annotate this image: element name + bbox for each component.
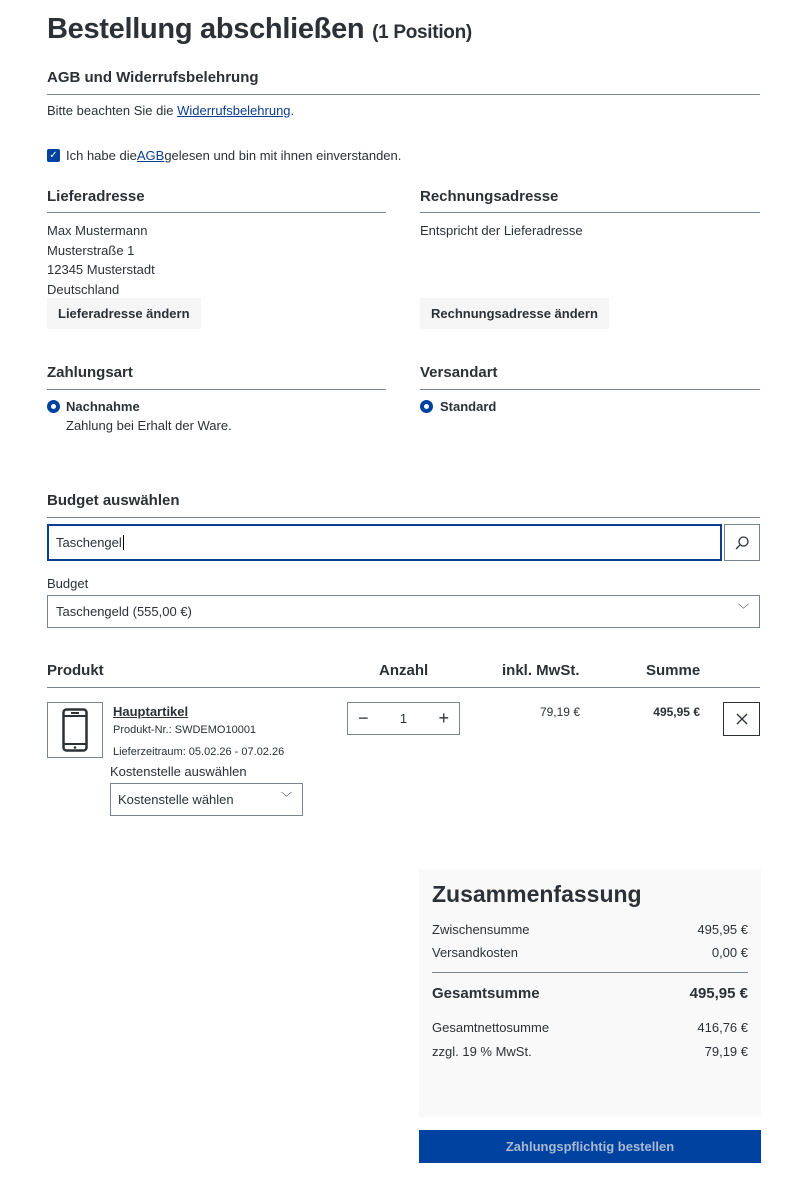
address-line: Max Mustermann bbox=[47, 223, 148, 238]
divider bbox=[47, 687, 760, 688]
product-image[interactable] bbox=[47, 702, 103, 758]
place-order-button[interactable]: Zahlungspflichtig bestellen bbox=[419, 1130, 761, 1163]
agb-link[interactable]: AGB bbox=[136, 148, 165, 163]
shipping-radio[interactable] bbox=[420, 400, 433, 413]
position-count: (1 Position) bbox=[372, 22, 472, 43]
shipping-method-heading: Versandart bbox=[420, 364, 498, 381]
search-icon bbox=[734, 535, 750, 551]
search-button[interactable] bbox=[724, 524, 760, 561]
shipping-option[interactable]: Standard bbox=[440, 399, 497, 414]
divider bbox=[47, 517, 760, 518]
withdrawal-notice: Bitte beachten Sie die Widerrufsbelehrung. bbox=[47, 103, 295, 118]
item-tax: 79,19 € bbox=[539, 705, 580, 719]
summary-total: Gesamtsumme 495,95 € bbox=[432, 985, 748, 1002]
budget-label: Budget bbox=[47, 576, 89, 591]
payment-description: Zahlung bei Erhalt der Ware. bbox=[66, 418, 232, 433]
budget-heading: Budget auswählen bbox=[47, 492, 180, 509]
minus-icon[interactable]: − bbox=[358, 708, 369, 728]
agb-heading: AGB und Widerrufsbelehrung bbox=[47, 69, 259, 86]
cost-center-select[interactable]: Kostenstelle wählen ﹀ bbox=[110, 783, 303, 816]
cost-center-label: Kostenstelle auswählen bbox=[110, 764, 247, 779]
summary-row: Versandkosten 0,00 € bbox=[432, 945, 748, 960]
summary-row: Zwischensumme 495,95 € bbox=[432, 922, 748, 937]
change-shipping-address-button[interactable]: Lieferadresse ändern bbox=[47, 298, 201, 329]
divider bbox=[47, 94, 760, 95]
billing-address-heading: Rechnungsadresse bbox=[420, 188, 559, 205]
summary-vat: zzgl. 19 % MwSt. 79,19 € bbox=[432, 1044, 748, 1059]
divider bbox=[47, 389, 386, 390]
divider bbox=[420, 389, 760, 390]
col-quantity: Anzahl bbox=[379, 662, 429, 679]
product-name-link[interactable]: Hauptartikel bbox=[113, 704, 189, 719]
smartphone-icon bbox=[62, 708, 88, 752]
col-product: Produkt bbox=[47, 662, 104, 679]
payment-heading: Zahlungsart bbox=[47, 364, 133, 381]
address-line: Musterstraße 1 bbox=[47, 242, 135, 258]
divider bbox=[432, 972, 748, 973]
remove-item-button[interactable] bbox=[723, 702, 760, 736]
chevron-down-icon: ﹀ bbox=[281, 792, 292, 804]
divider bbox=[47, 212, 386, 213]
address-line: Deutschland bbox=[47, 281, 120, 297]
quantity-value[interactable]: 1 bbox=[399, 711, 408, 726]
summary-net: Gesamtnettosumme 416,76 € bbox=[432, 1020, 748, 1035]
agb-checkbox-row: ✓ Ich habe die AGB gelesen und bin mit ihnen einverstanden. bbox=[47, 146, 401, 166]
product-number: Produkt-Nr.: SWDEMO10001 bbox=[113, 724, 257, 736]
withdrawal-link[interactable]: Widerrufsbelehrung bbox=[177, 103, 291, 118]
billing-address: Entspricht der Lieferadresse bbox=[420, 223, 583, 238]
divider bbox=[420, 212, 760, 213]
close-icon bbox=[736, 713, 748, 725]
page-title: Bestellung abschließen (1 Position) bbox=[47, 13, 472, 45]
payment-option[interactable]: Nachnahme bbox=[66, 399, 140, 414]
budget-search-input[interactable]: Taschengel bbox=[47, 524, 722, 561]
summary-heading: Zusammenfassung bbox=[432, 881, 642, 907]
agb-checkbox[interactable]: ✓ bbox=[47, 149, 60, 162]
address-line: 12345 Musterstadt bbox=[47, 262, 155, 277]
item-total: 495,95 € bbox=[653, 705, 700, 719]
chevron-down-icon: ﹀ bbox=[738, 604, 749, 616]
plus-icon[interactable]: + bbox=[438, 708, 449, 728]
shipping-address bbox=[47, 221, 155, 299]
quantity-stepper[interactable] bbox=[347, 702, 460, 735]
summary-box bbox=[419, 869, 761, 1117]
budget-select[interactable]: Taschengeld (555,00 €) ﹀ bbox=[47, 595, 760, 628]
change-billing-address-button[interactable]: Rechnungsadresse ändern bbox=[420, 298, 609, 329]
delivery-time: Lieferzeitraum: 05.02.26 - 07.02.26 bbox=[113, 746, 285, 758]
col-tax: inkl. MwSt. bbox=[502, 662, 580, 679]
col-total: Summe bbox=[646, 662, 701, 679]
shipping-address-heading: Lieferadresse bbox=[47, 188, 145, 205]
payment-radio[interactable] bbox=[47, 400, 60, 413]
